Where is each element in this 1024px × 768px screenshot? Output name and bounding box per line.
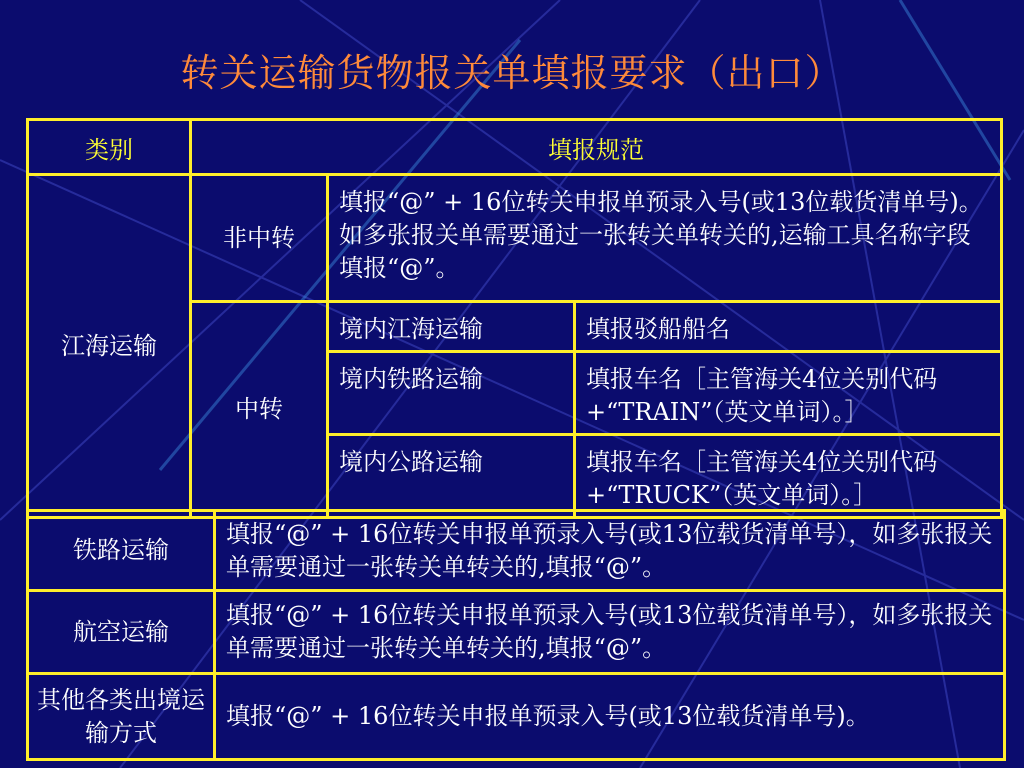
rules-table-other <box>26 509 1006 761</box>
category-other: 其他各类出境运输方式 <box>28 674 215 760</box>
rules-table-main <box>26 118 1003 519</box>
header-rules: 填报规范 <box>191 120 1002 175</box>
transfer-rule: 填报驳船船名 <box>575 302 1002 352</box>
rule-railway: 填报“@” + 16位转关申报单预录入号(或13位载货清单号），如多张报关单需要通过一张转关单转关的,填报“@”。 <box>215 511 1005 591</box>
transfer-mode: 境内江海运输 <box>328 302 575 352</box>
transfer-rule: 填报车名［主管海关4位关别代码+“TRAIN”（英文单词）。］ <box>575 352 1002 435</box>
category-air: 航空运输 <box>28 591 215 674</box>
subcategory-transfer: 中转 <box>191 302 328 518</box>
rule-air: 填报“@” + 16位转关申报单预录入号(或13位载货清单号），如多张报关单需要通过一张转关单转关的,填报“@”。 <box>215 591 1005 674</box>
rule-non-transfer: 填报“@” + 16位转关申报单预录入号(或13位载货清单号)。如多张报关单需要通过一张转关单转关的,运输工具名称字段填报“@”。 <box>328 175 1002 302</box>
transfer-mode: 境内公路运输 <box>328 435 575 518</box>
subcategory-non-transfer: 非中转 <box>191 175 328 302</box>
header-category: 类别 <box>28 120 191 175</box>
rule-other: 填报“@” + 16位转关申报单预录入号(或13位载货清单号)。 <box>215 674 1005 760</box>
transfer-mode: 境内铁路运输 <box>328 352 575 435</box>
transfer-rule: 填报车名［主管海关4位关别代码+“TRUCK”（英文单词）。］ <box>575 435 1002 518</box>
category-jianghai: 江海运输 <box>28 175 191 518</box>
page-title: 转关运输货物报关单填报要求（出口） <box>180 51 844 95</box>
category-railway: 铁路运输 <box>28 511 215 591</box>
